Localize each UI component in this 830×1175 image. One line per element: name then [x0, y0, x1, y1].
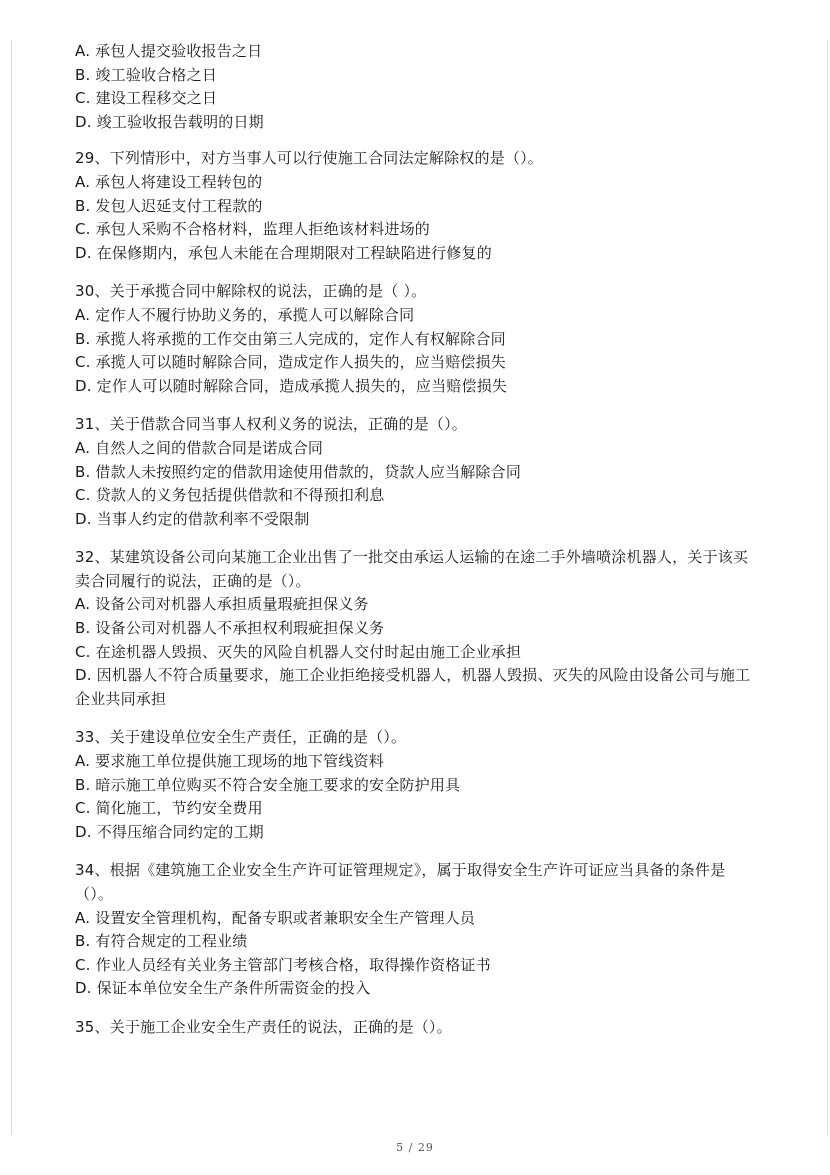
question-stem: 29、下列情形中，对方当事人可以行使施工合同法定解除权的是（）。	[75, 149, 543, 168]
option-a: A. 定作人不履行协助义务的，承揽人可以解除合同	[75, 305, 415, 324]
page-border-left	[11, 40, 12, 1135]
question-33	[75, 726, 765, 844]
option-a: A. 自然人之间的借款合同是诺成合同	[75, 438, 324, 457]
option-a: A. 承包人提交验收报告之日	[75, 42, 263, 60]
question-30	[75, 280, 765, 398]
page-content	[75, 40, 765, 1040]
question-stem: 32、某建筑设备公司向某施工企业出售了一批交由承运人运输的在途二手外墙喷涂机器人，关于该买卖合同履行的说法，正确的是（）。	[75, 548, 749, 590]
question-stem: 31、关于借款合同当事人权利义务的说法，正确的是（）。	[75, 415, 467, 434]
question-31	[75, 413, 765, 531]
option-b: B. 借款人未按照约定的借款用途使用借款的，贷款人应当解除合同	[75, 462, 522, 481]
option-b: B. 承揽人将承揽的工作交由第三人完成的，定作人有权解除合同	[75, 329, 506, 348]
question-stem: 35、关于施工企业安全生产责任的说法，正确的是（）。	[75, 1017, 452, 1036]
question-28-options	[75, 40, 765, 134]
option-b: B. 竣工验收合格之日	[75, 65, 218, 84]
question-stem: 30、关于承揽合同中解除权的说法，正确的是（ ）。	[75, 282, 427, 301]
option-d: D. 不得压缩合同约定的工期	[75, 822, 264, 841]
option-d: D. 保证本单位安全生产条件所需资金的投入	[75, 979, 371, 998]
question-32	[75, 546, 765, 711]
option-c: C. 简化施工，节约安全费用	[75, 799, 263, 818]
option-c: C. 贷款人的义务包括提供借款和不得预扣利息	[75, 486, 385, 505]
question-35	[75, 1016, 765, 1040]
option-c: C. 作业人员经有关业务主管部门考核合格，取得操作资格证书	[75, 955, 491, 974]
option-b: B. 设备公司对机器人不承担权利瑕疵担保义务	[75, 619, 385, 638]
option-b: B. 暗示施工单位购买不符合安全施工要求的安全防护用具	[75, 775, 461, 794]
option-a: A. 设备公司对机器人承担质量瑕疵担保义务	[75, 595, 369, 614]
option-d: D. 因机器人不符合质量要求，施工企业拒绝接受机器人，机器人毁损、灭失的风险由设备公司与施工企业共同承担	[75, 666, 751, 708]
option-a: A. 要求施工单位提供施工现场的地下管线资料	[75, 752, 384, 771]
option-c: C. 在途机器人毁损、灭失的风险自机器人交付时起由施工企业承担	[75, 642, 522, 661]
option-d: D. 当事人约定的借款利率不受限制	[75, 509, 310, 528]
option-b: B. 发包人迟延支付工程款的	[75, 196, 263, 215]
option-c: C. 承包人采购不合格材料，监理人拒绝该材料进场的	[75, 220, 431, 239]
page-indicator: 5 / 29	[396, 1141, 434, 1154]
question-34	[75, 859, 765, 1001]
question-stem: 34、根据《建筑施工企业安全生产许可证管理规定》，属于取得安全生产许可证应当具备的条件是（）。	[75, 861, 726, 903]
option-d: D. 在保修期内，承包人未能在合理期限对工程缺陷进行修复的	[75, 243, 492, 262]
option-c: C. 承揽人可以随时解除合同，造成定作人损失的，应当赔偿损失	[75, 353, 507, 372]
option-a: A. 承包人将建设工程转包的	[75, 172, 263, 191]
question-29	[75, 147, 765, 265]
option-d: D. 竣工验收报告载明的日期	[75, 112, 264, 131]
option-d: D. 定作人可以随时解除合同，造成承揽人损失的，应当赔偿损失	[75, 376, 508, 395]
option-c: C. 建设工程移交之日	[75, 89, 218, 108]
question-stem: 33、关于建设单位安全生产责任，正确的是（）。	[75, 728, 407, 747]
option-a: A. 设置安全管理机构，配备专职或者兼职安全生产管理人员	[75, 908, 476, 927]
option-b: B. 有符合规定的工程业绩	[75, 932, 248, 951]
page-border-right	[827, 40, 828, 1135]
